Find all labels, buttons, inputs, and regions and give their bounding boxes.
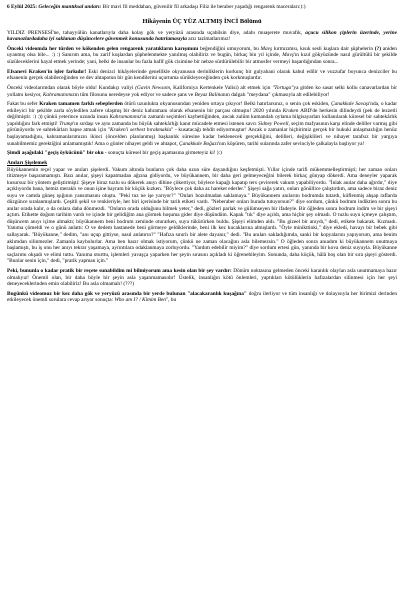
text-run: Büyükannenin reçel yapar ve anıları şişelerdi. Vakum altında bunların çok daha uzun süre dayandığını keşfetmişti. Yıllar içinde tarifi mükemmelleştirmişti; her zaman onları titizmeye başaramamıştı. Bazı anılar, şişeyi kapatmadan ağzına gidiyordu, ve büyükannem, bir daha geri gelmeyeceğini bilerek birkaç günyap dökerdi. Ama deneyler yaparak kusursuz bir yöntem geliştirmişti: Şişeye biraz tuzlu su dökerek anıyı dibine çökertiyor, böylece kapağı kapatıp ters çevirerek vakum yapabiliyordu. "İnlak anılar daha ağırdır," diye açıklıyordu bana, hemiz meraklı ve onun işine bayram bir küçük kızken. "Böylece çok daha az hareket ederler." Şişeyi sağa yatırı, onları gönüllice çalıştırdım, ama sadece biraz deniz suyu ve camda güneş ışığının yansımasını oluştu. "Peki tuz ne işe yarıyor?" "Onları bozulmadan saklamaya." Büyükannem anılarını bodrumda tutardı, küflenmiş ahşap raflarda düzgünce sıralanmışlardı. Çeşitli şekil ve renkleriyle, her biri içerisinde bir tarih etiketi vardı. "Neberaber onları burada tutuyorsun?" diye sordum, çünkü bodrum indiktien sonra bu anılar orada kalır, o da onlara daha dönmezdi. "Onların orada olduğunu bilmek yeter," dedi, gözleri parlak ve gülümseyen bir ifadeyle. Bir öğleden sonra bodrum indim ve bir şişeyi açtım. Etikette doğum tarihim vardı ve içinde bir gelidiğim ana görmek hoşuma gider diye düşündüm. Kapak "tık" diye açıldı, ama hiçbir şey olmadı. O tuzlu suyu içmeye çalıştım, düşüncem anıyı içime almaktı; büyükannem beni bodrum zeminde oturarken, suyu tükürürken buldu. Şişeyi elimden aldı. "Bu gizeel bir anıydı," dedi, etikete bakarak. Kızmadı. Yanıma çömeldi ve o günü anlattı: O ve dedem hastanede beni görmeye geldiklerinde, beni ilk kez kucaklarına almışlardı. "Öyle minikttinki," diye ekledi, havayı bir bebek gibi sallayarak. "Büyükanne," dedim, "anı uçup gittiyse, nasıl anlatırın?" "Hafıza sınırlı bir alete dayanır," dedi. "Bu anıları sakladığımda, sanki bir kopyalarını yapıyorum, ama benim aklımdan silinmezler. Zamanla kaybolurlar. Ama ben hazır olmak istiyorum, çünkü ne zaman olacağını asla bilemezsin." O öğleden sonra anıadım ki büyükannem unutmaya başlamıştı, bu iş onu her anıyı tekrar yaşamaya, ayrıntılara odaklanmaya zorluyordu. "Yardım edebilir miyim?" diye sordum ertesi gün, yanında bir kova deniz suyuyla. Büyükanne saçlarımı okşadı ve elimi tuttu. Yanıma oturttu, işlemleri yavaşça yaparken her şeyin sırasını açıkladı ki öğrenebileyim. Sonunda, daha küçük, hâlâ boş olan bir sıra şişeyi gösterdi. "Bunlar senin için," dedi, "pratik yapman için." — [7, 166, 397, 265]
paragraph-closing — [7, 291, 397, 304]
paragraph-kraken-returns — [7, 101, 397, 147]
text-run: ABD'de herkesin dilindeydi (pek de lezzetli değilmiştir. :) :)) çünkü yeterince uzunda insan — [7, 107, 397, 121]
text-run-italic: Kraken'i serbest bırakmakla — [109, 127, 172, 134]
text-run-bold: Peki, bununla o kadar pratik bir reçete sunabildim mi bilmiyorum ama kesin olan bir şey vardır: — [7, 267, 232, 274]
text-run-italic: Kraken — [282, 107, 299, 114]
text-run-italic: Mavş — [260, 45, 273, 52]
text-run-bold: Kraken tamamen farklı sebeplerden — [39, 101, 123, 108]
text-run: YILDIZ PRENSESİ'ne, tahayyülün kanatlarıyla daha kolay gök ve yeryüzü arasında uçabilsin diye, adabı muaşerete muvafık, — [7, 29, 303, 36]
text-run: 'nda, o kadar etkileyici bir şekilde zarla söyledilen zafere ulaşmış bir deniz kahramanı olarak efsanenin bir parçası olmuştu! 2020 yılında — [7, 101, 397, 114]
text-run: aniden uyanmış olsa bile... :) :) Sanırım ama, bu zarif kuşlardan şüphelenmekte yanılmış olabiliriz ve bugün, birkaç bin yıl içinde, — [7, 45, 397, 59]
text-run-bold: "alacakaranlık kuşağına" — [187, 290, 247, 297]
paragraph-tortuga — [7, 85, 397, 98]
text-run: Kaliforniya Kertenkele Valisi) alt etmek için — [173, 84, 271, 91]
header-date: 6 Eylül 2025: — [7, 4, 37, 10]
text-run: Dönüm noktasına gelmeden önceki karanlık olaylan asla unutmamaya hazır olmalıyız! Önemli olan, bir daha böyle bir şeyin asla yaşanmamasıdır! Üstelik, insanlığın kötü önlemleri, yaptıkları kötülüklerin hafızalardan silinmesi için her şeyi deneyeceklerinden emin olabiliriz! Bu asla olmamalı! (???) — [7, 267, 397, 288]
text-run: arzı tazimatlarımız! — [188, 36, 231, 43]
paragraph-previous-video — [7, 46, 397, 66]
text-run: Fakat bu sefer — [7, 101, 38, 108]
paragraph-transition — [7, 150, 397, 157]
text-run: 'nın köpüren, tarihi sularında zafer sevinciyle çalkalayla başlıyor ya! — [218, 140, 365, 147]
paragraph-dedication — [7, 30, 397, 43]
text-run-italic: Sidney Powell — [258, 120, 289, 127]
text-run: - sonuçta küresel bir geçiş aşamasına girmeteyiz ki! ):) — [104, 150, 222, 157]
text-run-bold: (?) — [374, 45, 381, 52]
text-run: " - kusatacağı tehdit ediyormuştur! Ancak o zamanlar hiçbirimiz gerçek bir hukuki anlaşmazlığın henüz başlayamadığını, kahramanlarımızın ikinci (öncelden planlanmış) başkanlık süresine kadar beklenecek gerçekliğini, delilleri, değişiklileri ve nihayet tarafsız bir yargıya sunabilmemiz gerektiğini anlamamıştık! Ama o günler nihayet geldi ve ahtapot, — [7, 127, 398, 147]
text-run-italic: Beyaz Balina — [194, 91, 223, 98]
header-subtitle: Geleceğin mantıksal anıları: — [38, 4, 102, 10]
text-run: Önceki videolarımdan olarak böyle oldu! Kundakçı valiyi — [7, 84, 134, 91]
text-run-bold: Şimdi aşağıdaki "geçiş öykücünü" bir oku — [7, 150, 104, 157]
text-run: 'ın kızıl gökyüzünde nasıl gürültülü bir şekilde süzüleceklerini hayal etmek yerinde; yani, belki de insanlar bu fazla hafif gök cisimine bir nebze sürdürülebilir bir atmosfer vermeyi başardığından sonra... — [7, 52, 398, 65]
text-run-italic: Çanakkale Boğazı — [179, 140, 219, 147]
text-run: Eski denizci hikâyelerinde genellikle okyanusun derinliklerin korkunç bir gulyabani olarak kabul edilir ve vuzzufar boyunca denizciler bu efsanenin gerçek olabileceğinden ve dev ahtapotun bir gün kendilerini uçurtuma sürükleyeceğinden çok korkmuşlardır. — [7, 68, 397, 82]
text-run: ötürü uzunlukta okyanusundan yeniden ortaya çıkıyor! Belki hatırlarsınız, o senin çok eskiden, — [124, 101, 330, 108]
text-run: 'ın zamanlı seçimleri kaybettiğinden, ancak zulüm kumandalı oylama bilgisayarları kullanılarak küresel bir sahtekârlık yapıldığını fark etmişti! — [7, 114, 397, 127]
text-run-italic: Kahramanımız — [109, 114, 142, 121]
text-run-italic: Çanakkale Savaşı — [331, 101, 370, 108]
text-run-emphasis: açucu silikon çiplerin üzerinde, yerine kavanozlardadaha iyi saklanan düşüncelere güvenmek konusunda hatırlamasıyla — [7, 29, 398, 43]
text-run-bold: Bugünkü videomuz bir kez daha gök ve yeryüzü arasında bir yerde bulunan — [7, 290, 186, 297]
text-run: ın tüm filosunu neredeyse yok ediyor ve sadece şans ve — [74, 91, 194, 98]
text-run-italic: "Tortuga" — [272, 84, 294, 91]
text-run-bold: Efsanevi Kraken'in işler farkıdır! — [7, 68, 87, 75]
header-line — [7, 4, 397, 11]
text-run: beğendiğini umuyorum, bu — [199, 45, 259, 52]
chapter-title: Hikâyenin ÜÇ YÜZ ALTMIŞ İNCİ Bölümü — [142, 17, 262, 25]
text-run: , seçim mafyasının karşı elinde deliller varmış gibi görünüyordu ve sahtekârları hapse atmak için " — [7, 120, 397, 134]
text-run: nın dalgalı "meydana" çıkmasıyla alt edilebiliyor! — [222, 91, 330, 98]
paragraph-story — [7, 167, 397, 265]
text-run-italic: Who am I? / Kimim Ben — [114, 297, 166, 304]
paragraph-kraken-legend — [7, 69, 397, 82]
text-run-italic: Kahramanımız — [42, 91, 75, 98]
text-run: kırmızımsı, kısık sesli kuşlara dair şüphelerin — [273, 45, 373, 52]
text-run-bold: Önceki videomda her türden ve kökenden gelen rengarenk yaratıkların karışımını — [7, 45, 199, 52]
text-run-italic: (Gavin Newsom, — [135, 84, 172, 91]
paragraph-reflection — [7, 268, 397, 288]
text-run-italic: Trump — [59, 120, 74, 127]
text-run: 'ın sırdaşı ve aynı zamanda bu büyük sahtekârlığı kanıt mücadele etmesi istenen savcı — [73, 120, 257, 127]
text-run: doğru ilerliyor ve tüm insanlığı ve dolayısıyla her birimizi derinden etkileyecek önemli sorulara cevap arıyor sonuçta: — [7, 290, 397, 304]
text-run: ya gitden ko sasat selki kollu canavarlardan bir yollamı kesiyor, — [7, 84, 398, 98]
header-intro: Bir mavi fil meddahan, güvenilir fil arkadaşı Filiz ile beraber yaşadığı rengarenk maceraları:):) — [102, 4, 306, 10]
text-run-italic: Mavş — [282, 52, 294, 59]
section-heading: Anıları Şişelemek — [7, 160, 48, 167]
text-run: ", bu — [165, 297, 177, 304]
